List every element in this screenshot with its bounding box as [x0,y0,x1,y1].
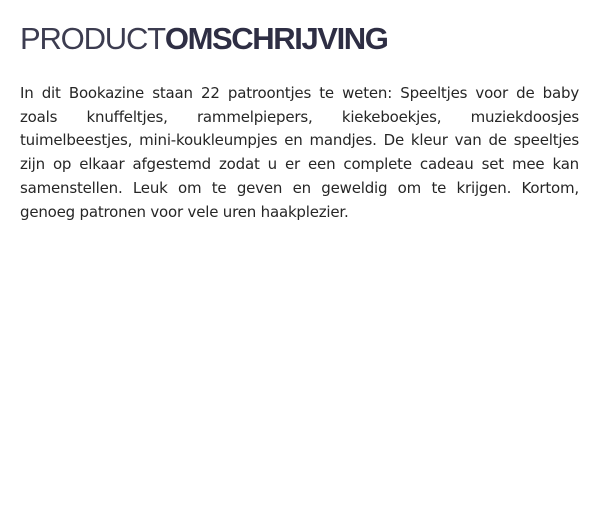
section-heading-light: PRODUCT [20,21,165,56]
section-heading [20,20,580,58]
product-description-text: In dit Bookazine staan 22 patroontjes te weten: Speeltjes voor de baby zoals knuffeltjes, rammelpiepers, kiekeboekjes, muziekdoosjes tuimelbeestjes, mini-koukleumpjes en mandjes. De kleur van de speeltjes zijn op elkaar afgestemd zodat u er een complete cadeau set mee kan samenstellen. Leuk om te geven en geweldig om te krijgen. Kortom, genoeg patronen voor vele uren haakplezier. [20,84,579,221]
section-heading-bold: OMSCHRIJVING [164,21,388,56]
